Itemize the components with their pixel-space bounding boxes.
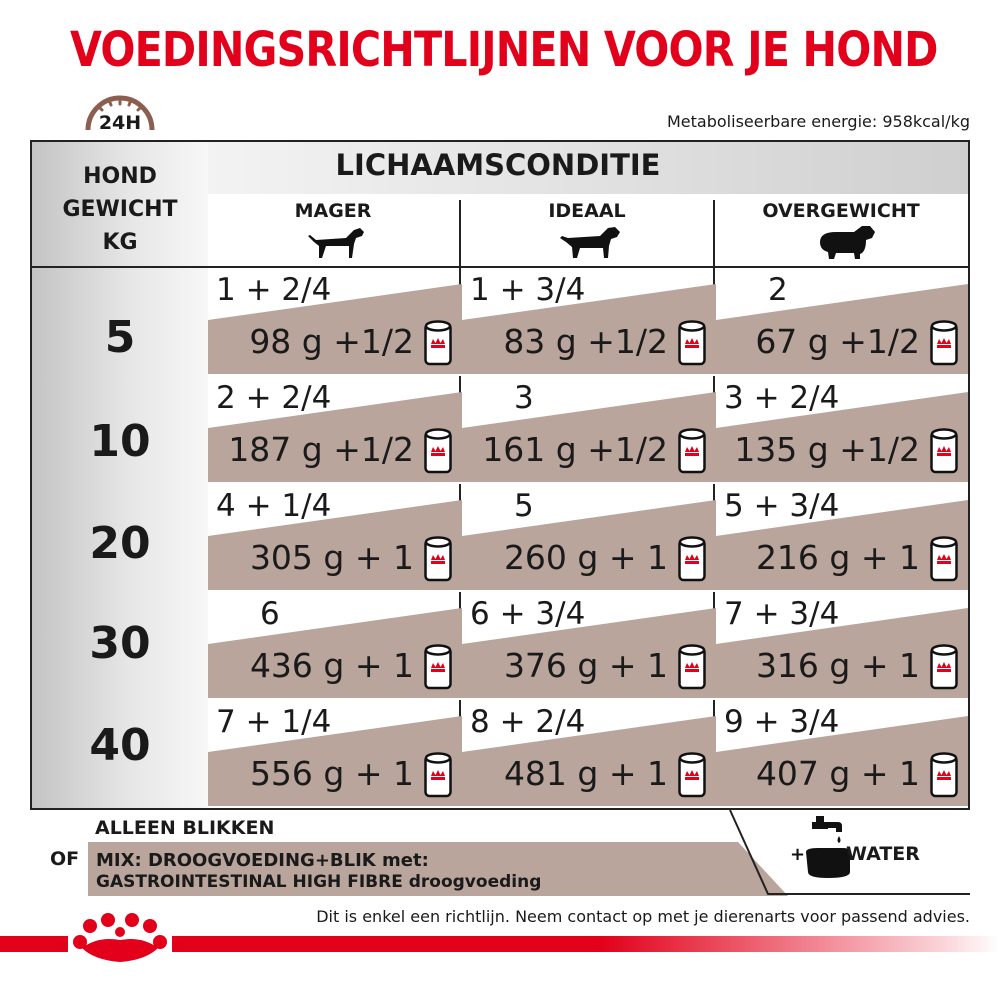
table-cell: [208, 376, 462, 484]
table-cell: [462, 592, 716, 700]
can-icon: [678, 752, 706, 798]
grams-amount: 556 g + 1: [249, 754, 414, 793]
cans-amount: 3: [514, 380, 534, 416]
cans-amount: 2 + 2/4: [216, 380, 332, 416]
overweight-dog-icon: [716, 222, 966, 262]
can-icon: [930, 644, 958, 690]
can-icon: [678, 644, 706, 690]
water-label: WATER: [846, 843, 920, 865]
grams-amount: 376 g + 1: [503, 646, 668, 685]
column-header-overgewicht: OVERGEWICHT: [762, 200, 920, 222]
table-cell: [208, 592, 462, 700]
table-cell: [716, 700, 968, 808]
can-icon: [424, 644, 452, 690]
can-icon: [424, 752, 452, 798]
grams-amount: 161 g +1/2: [482, 430, 668, 469]
can-icon: [930, 752, 958, 798]
water-plus: +: [790, 844, 806, 865]
column-header-mager: MAGER: [294, 200, 372, 222]
grams-amount: 260 g + 1: [503, 538, 668, 577]
grams-amount: 305 g + 1: [249, 538, 414, 577]
weight-value: 30: [89, 618, 151, 669]
cans-amount: 5: [514, 488, 534, 524]
royal-canin-crown-logo: [68, 912, 172, 972]
cans-amount: 7 + 3/4: [724, 596, 840, 632]
can-icon: [678, 428, 706, 474]
weight-value: 20: [89, 518, 151, 569]
cans-amount: 6: [260, 596, 280, 632]
cans-amount: 7 + 1/4: [216, 704, 332, 740]
table-cell: [462, 376, 716, 484]
grams-amount: 407 g + 1: [755, 754, 920, 793]
cans-amount: 2: [768, 272, 788, 308]
legend-mix-line2: GASTROINTESTINAL HIGH FIBRE droogvoeding: [96, 872, 542, 892]
condition-title: LICHAAMSCONDITIE: [335, 148, 661, 182]
table-cell: [716, 484, 968, 592]
can-icon: [930, 320, 958, 366]
grams-amount: 481 g + 1: [503, 754, 668, 793]
weight-value: 40: [89, 720, 151, 771]
row-divider: [462, 806, 716, 808]
ideal-dog-icon: [462, 222, 712, 262]
grams-amount: 98 g +1/2: [249, 322, 414, 361]
grams-amount: 216 g + 1: [755, 538, 920, 577]
can-icon: [424, 536, 452, 582]
water-tap-icon: [806, 816, 850, 878]
thin-dog-icon: [208, 222, 458, 262]
cans-amount: 4 + 1/4: [216, 488, 332, 524]
grams-amount: 316 g + 1: [755, 646, 920, 685]
energy-text: Metaboliseerbare energie: 958kcal/kg: [667, 112, 970, 131]
can-icon: [678, 536, 706, 582]
can-icon: [930, 428, 958, 474]
disclaimer: Dit is enkel een richtlijn. Neem contact op met je dierenarts voor passend advies.: [316, 907, 970, 926]
cans-amount: 5 + 3/4: [724, 488, 840, 524]
grams-amount: 83 g +1/2: [503, 322, 668, 361]
table-cell: [462, 484, 716, 592]
table-cell: [716, 592, 968, 700]
page-title: VOEDINGSRICHTLIJNEN VOOR JE HOND: [70, 22, 938, 78]
weight-value: 10: [89, 416, 151, 467]
weight-header-line: HOND: [83, 164, 157, 189]
legend-or: OF: [50, 848, 80, 870]
grams-amount: 436 g + 1: [249, 646, 414, 685]
weight-value: 5: [104, 312, 136, 363]
cans-amount: 1 + 3/4: [470, 272, 586, 308]
grams-amount: 67 g +1/2: [755, 322, 920, 361]
cans-amount: 3 + 2/4: [724, 380, 840, 416]
table-cell: [716, 376, 968, 484]
cans-amount: 6 + 3/4: [470, 596, 586, 632]
legend-mix-line1: MIX: DROOGVOEDING+BLIK met:: [96, 850, 429, 871]
weight-header: [32, 160, 208, 259]
table-cell: [208, 268, 462, 376]
cans-amount: 8 + 2/4: [470, 704, 586, 740]
legend-cans-only: ALLEEN BLIKKEN: [95, 817, 275, 839]
grams-amount: 187 g +1/2: [228, 430, 414, 469]
table-cell: [462, 268, 716, 376]
column-header-ideaal: IDEAAL: [548, 200, 626, 222]
can-icon: [678, 320, 706, 366]
row-divider: [208, 806, 462, 808]
cans-amount: 1 + 2/4: [216, 272, 332, 308]
table-cell: [462, 700, 716, 808]
grams-amount: 135 g +1/2: [734, 430, 920, 469]
table-cell: [716, 268, 968, 376]
can-icon: [930, 536, 958, 582]
table-cell: [208, 484, 462, 592]
can-icon: [424, 320, 452, 366]
table-cell: [208, 700, 462, 808]
weight-header-line: GEWICHT: [62, 197, 178, 222]
clock-label: 24H: [98, 112, 142, 134]
can-icon: [424, 428, 452, 474]
weight-header-line: KG: [102, 230, 138, 255]
cans-amount: 9 + 3/4: [724, 704, 840, 740]
